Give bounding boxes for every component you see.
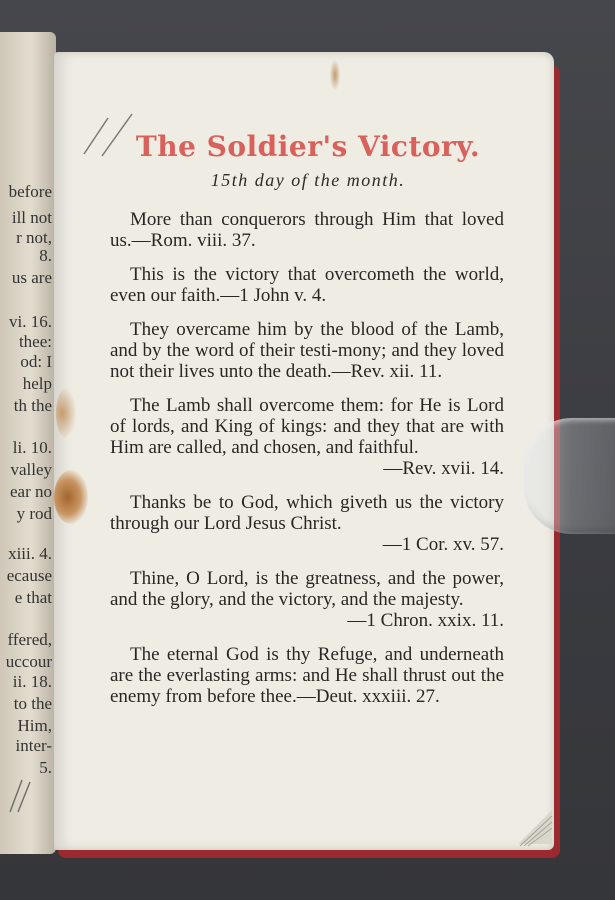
left-page-line: help <box>22 374 52 393</box>
verse-text: Thine, O Lord, is the greatness, and the power, and the glory, and the victory, and the majesty. <box>110 568 504 610</box>
verse <box>110 264 504 306</box>
verse <box>110 395 504 479</box>
left-page-line: inter- <box>15 736 52 755</box>
left-page-line: before <box>8 182 52 201</box>
page-subtitle: 15th day of the month. <box>210 170 406 190</box>
left-page-line: xiii. 4. <box>8 544 52 563</box>
verse-text: The Lamb shall overcome them: for He is Lord of lords, and King of kings: and they that are with Him are called, and chosen, and faithful. <box>110 395 504 458</box>
verse <box>110 492 504 555</box>
verse-reference: —1 Chron. xxix. 11. <box>347 610 504 631</box>
verse-reference: —Rev. xvii. 14. <box>383 458 504 479</box>
left-page-line: valley <box>10 460 52 479</box>
verse-reference: —1 Cor. xv. 57. <box>382 534 504 555</box>
dog-ear-corner <box>514 804 554 848</box>
verse-text: More than conquerors through Him that loved us.—Rom. viii. 37. <box>110 209 504 251</box>
facing-page-left <box>0 32 56 854</box>
left-page-line: ii. 18. <box>12 672 52 691</box>
pencil-mark-icon <box>6 774 32 814</box>
verse-text: This is the victory that overcometh the world, even our faith.—1 John v. 4. <box>110 264 504 306</box>
page-title: The Soldier's Victory. <box>135 130 481 163</box>
left-page-line: ffered, <box>7 630 52 649</box>
verse <box>110 568 504 631</box>
left-page-line: thee: <box>18 332 52 351</box>
left-page-line: y rod <box>16 504 52 523</box>
foxing-stain <box>56 388 76 438</box>
verse-text: Thanks be to God, which giveth us the victory through our Lord Jesus Christ. <box>110 492 504 534</box>
left-page-line: r not, <box>16 228 52 247</box>
verse <box>110 644 504 707</box>
book-page <box>54 52 554 850</box>
left-page-line: od: I <box>20 352 52 371</box>
magnifier-glass <box>524 418 615 534</box>
left-page-line: to the <box>13 694 52 713</box>
verse-text: They overcame him by the blood of the Lamb, and by the word of their testi-mony; and they loved not their lives unto the death.—Rev. xii. 11. <box>110 319 504 382</box>
verse-list <box>110 209 504 720</box>
verse <box>110 319 504 382</box>
foxing-stain <box>330 60 340 90</box>
left-page-line: uccour <box>5 652 52 671</box>
left-page-line: li. 10. <box>12 438 52 457</box>
left-page-line: vi. 16. <box>9 312 52 331</box>
left-page-line: Him, <box>17 716 52 735</box>
left-page-line: th the <box>13 396 52 415</box>
verse <box>110 209 504 251</box>
left-page-line: ill not <box>11 208 52 227</box>
foxing-stain <box>54 470 88 524</box>
left-page-line: e that <box>14 588 52 607</box>
left-page-line: us are <box>11 268 52 287</box>
left-page-line: ecause <box>6 566 52 585</box>
verse-text: The eternal God is thy Refuge, and underneath are the everlasting arms: and He shall thrust out the enemy from before thee.—Deut. xxxiii. 27. <box>110 644 504 707</box>
left-page-line: 5. <box>39 758 52 777</box>
left-page-line: 8. <box>39 246 52 265</box>
left-page-line: ear no <box>9 482 52 501</box>
